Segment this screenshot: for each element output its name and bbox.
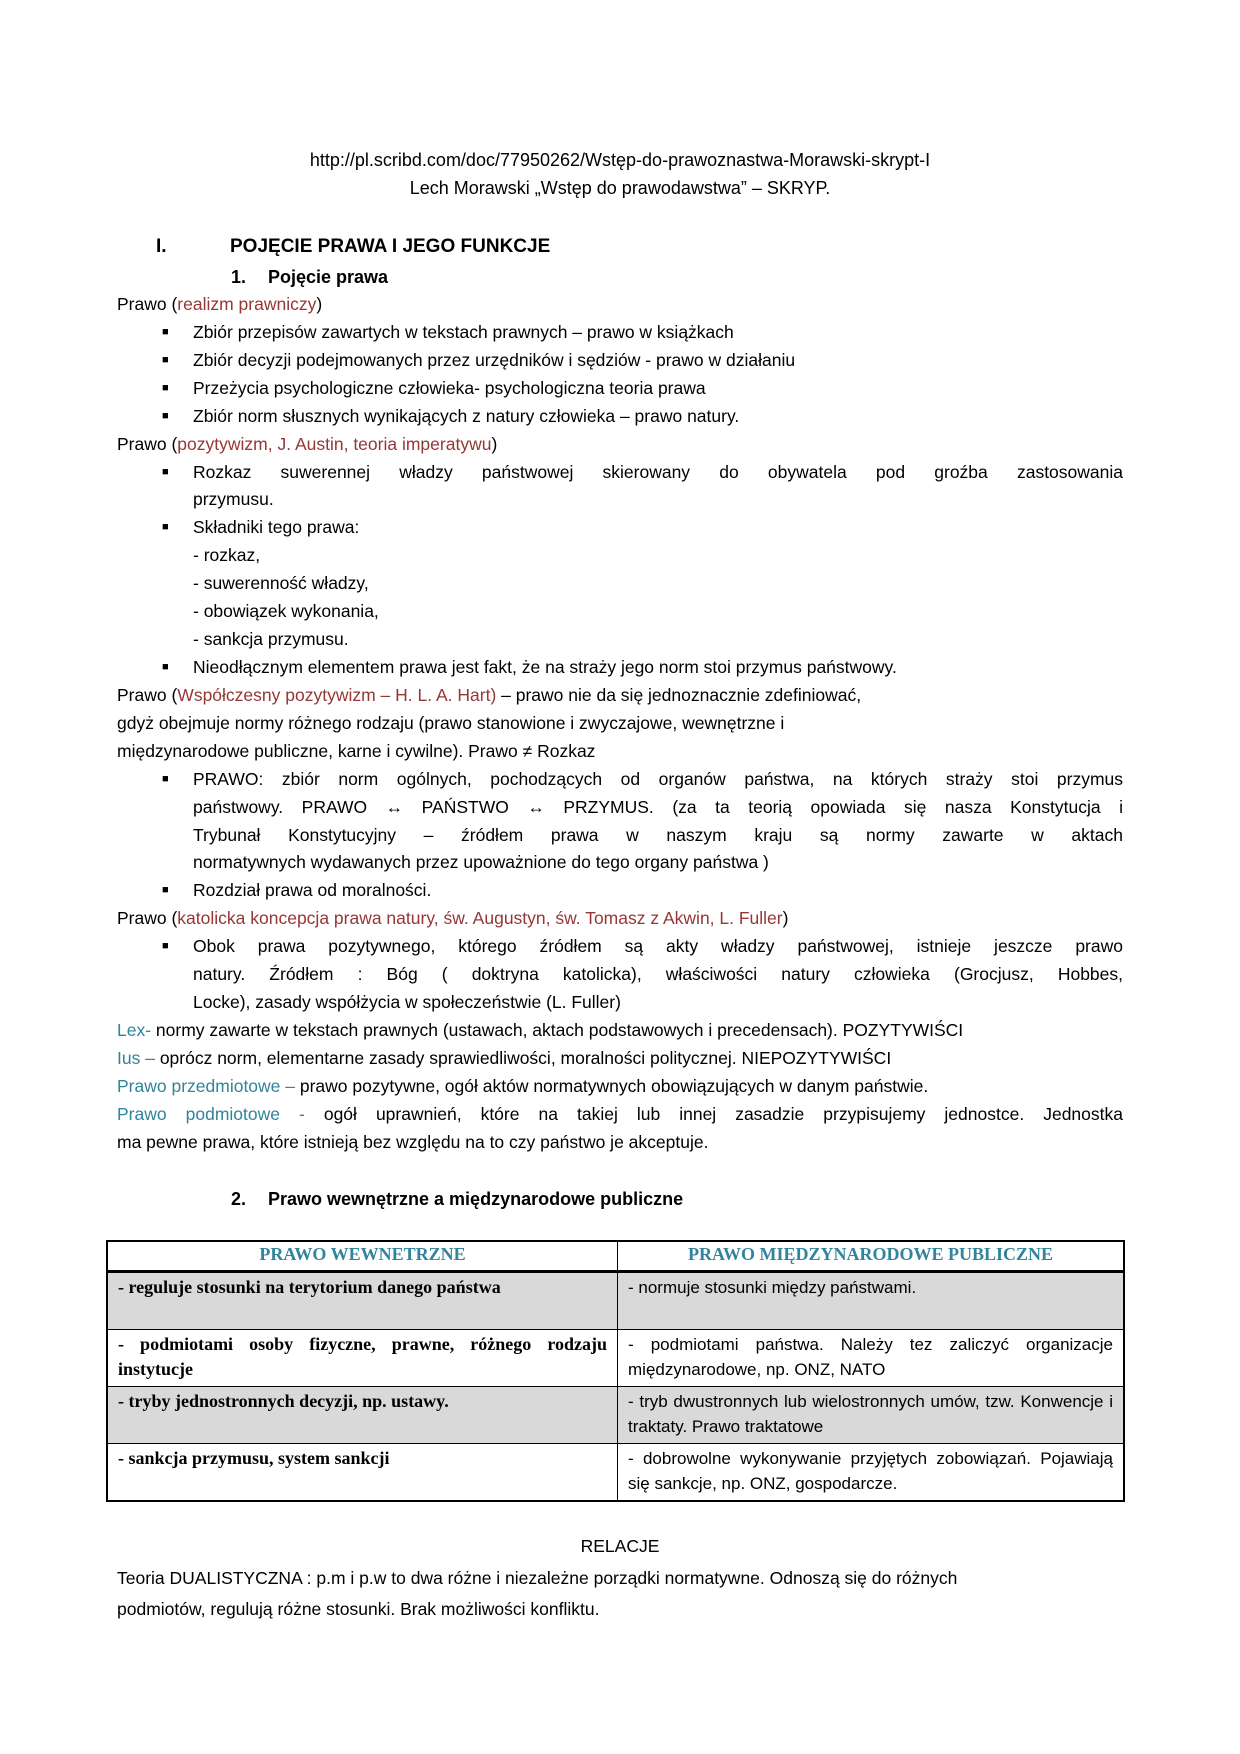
text-line [117,570,1123,598]
table-cell: - tryb dwustronnych lub wielostronnych umów, tzw. Konwencje i traktaty. Prawo traktatowe [618,1387,1125,1444]
text-span: Prawo ( [117,908,178,929]
text-span: Obok prawa pozytywnego, którego źródłem są akty władzy państwowej, istnieje jeszcze prawo [193,936,1123,957]
bullet-icon: ■ [162,325,169,338]
text-span: Zbiór norm słusznych wynikających z natury człowieka – prawo natury. [193,405,740,426]
text-span: Składniki tego prawa: [193,517,360,538]
text-line [117,626,1123,654]
text-line [117,682,1123,710]
text-span: ) [316,294,323,314]
text-span: Locke), zasady współżycia w społeczeństwie (L. Fuller) [193,992,621,1013]
text-span: Prawo ( [117,433,178,454]
text-line [117,989,1123,1017]
bullet-icon: ■ [162,465,169,478]
text-line: Teoria DUALISTYCZNA : p.m i p.w to dwa różne i niezależne porządki normatywne. Odnoszą się do różnych [117,1568,958,1588]
bullet-icon: ■ [162,353,169,366]
section-number: I. [156,236,167,257]
bullet-icon: ■ [162,940,169,953]
bullet-icon: ■ [162,521,169,534]
text-span: ogół uprawnień, które na takiej lub innej zasadzie przypisujemy jednostce. Jednostka [304,1103,1123,1124]
highlighted-text: Lex- [117,1019,152,1040]
text-span: normatywnych wydawanych przez upoważnione do tego organy państwa ) [193,852,769,873]
text-line [117,738,1123,766]
relacje-heading: RELACJE [580,1536,660,1556]
table-row [107,1330,1124,1387]
table-row [107,1387,1124,1444]
text-span: natury. Źródłem : Bóg ( doktryna katolicka), właściwości natury człowieka (Grocjusz, Hobbes, [193,964,1123,985]
text-line [117,1045,1123,1073]
highlighted-text: katolicka koncepcja prawa natury, św. Augustyn, św. Tomasz z Akwin, L. Fuller [177,908,783,929]
bullet-icon: ■ [162,409,169,422]
text-span: Prawo ( [117,684,178,705]
text-span: Zbiór decyzji podejmowanych przez urzędników i sędziów - prawo w działaniu [193,349,796,370]
text-span: – prawo nie da się jednoznacznie zdefiniować, [496,684,862,705]
table-cell: - normuje stosunki między państwami. [618,1272,1125,1330]
bullet-icon: ■ [162,381,169,394]
bullet-item [117,933,1123,961]
text-span: Trybunał Konstytucyjny – źródłem prawa w naszym kraju są normy zawarte w aktach [193,824,1123,845]
bullet-item [117,877,1123,905]
text-span: - sankcja przymusu. [193,629,349,650]
text-span: Zbiór przepisów zawartych w tekstach prawnych – prawo w książkach [193,321,734,342]
text-line [117,849,1123,877]
text-span: ) [491,433,498,454]
table-row [107,1272,1124,1330]
text-line [117,822,1123,850]
text-line [117,794,1123,822]
text-span: oprócz norm, elementarne zasady sprawiedliwości, moralności politycznej. NIEPOZYTYWIŚCI [154,1047,892,1068]
section-title: POJĘCIE PRAWA I JEGO FUNKCJE [230,236,551,257]
bullet-item [117,459,1123,487]
comparison-table [106,1240,1125,1502]
text-span: - suwerenność władzy, [193,573,369,594]
bullet-item [117,375,1123,403]
text-span: Rozdział prawa od moralności. [193,880,432,901]
bullet-item [117,403,1123,431]
text-line [117,542,1123,570]
text-span: prawo pozytywne, ogół aktów normatywnych obowiązujących w danym państwie. [295,1075,929,1096]
table-cell: - sankcja przymusu, system sankcji [107,1444,618,1502]
text-line [117,431,1123,459]
document-body [117,291,1123,1157]
text-line: podmiotów, regulują różne stosunki. Brak możliwości konfliktu. [117,1599,600,1619]
text-span: - obowiązek wykonania, [193,601,379,622]
table-cell: - podmiotami osoby fizyczne, prawne, różnego rodzaju instytucje [107,1330,618,1387]
text-span: państwowy. PRAWO ↔ PAŃSTWO ↔ PRZYMUS. (za ta teorią opowiada się nasza Konstytucja i [193,796,1123,817]
highlighted-text: Ius – [117,1047,155,1068]
text-span: ma pewne prawa, które istnieją bez względu na to czy państwo je akceptuje. [117,1131,709,1152]
text-span: Prawo ( [117,294,178,314]
text-line [117,961,1123,989]
source-url: http://pl.scribd.com/doc/77950262/Wstęp-do-prawoznastwa-Morawski-skrypt-I [309,150,931,170]
text-span: przymusu. [193,489,274,510]
text-line [117,1129,1123,1157]
bullet-item [117,319,1123,347]
table-cell: - reguluje stosunki na terytorium danego państwa [107,1272,618,1330]
bullet-icon: ■ [162,884,169,897]
relacje-text [117,1563,1123,1625]
highlighted-text: Prawo przedmiotowe – [117,1075,295,1096]
subsection-2-title: Prawo wewnętrzne a międzynarodowe publiczne [268,1189,684,1209]
subsection-number: 1. [231,267,247,287]
table-cell: - tryby jednostronnych decyzji, np. ustawy. [107,1387,618,1444]
text-line [117,291,1123,319]
text-line [117,710,1123,738]
text-span: Rozkaz suwerennej władzy państwowej skierowany do obywatela pod groźba zastosowania [193,461,1123,482]
text-span: normy zawarte w tekstach prawnych (ustawach, aktach podstawowych i precedensach). POZYTYWIŚCI [151,1019,964,1040]
bullet-item [117,766,1123,794]
text-line [117,905,1123,933]
bullet-item [117,347,1123,375]
text-span: Nieodłącznym elementem prawa jest fakt, że na straży jego norm stoi przymus państwowy. [193,656,897,677]
table-row [107,1444,1124,1502]
text-span: Przeżycia psychologiczne człowieka- psychologiczna teoria prawa [193,377,706,398]
text-line [117,486,1123,514]
document-title: Lech Morawski „Wstęp do prawodawstwa” – SKRYP. [409,178,831,198]
text-span: - rozkaz, [193,545,261,566]
highlighted-text: realizm prawniczy [177,294,317,314]
highlighted-text: pozytywizm, J. Austin, teoria imperatywu [177,433,492,454]
text-line [117,598,1123,626]
table-cell: - podmiotami państwa. Należy tez zaliczyć organizacje międzynarodowe, np. ONZ, NATO [618,1330,1125,1387]
highlighted-text: Prawo podmiotowe - [117,1103,305,1124]
table-header: PRAWO MIĘDZYNARODOWE PUBLICZNE [618,1241,1125,1272]
bullet-item [117,654,1123,682]
text-span: gdyż obejmuje normy różnego rodzaju (prawo stanowione i zwyczajowe, wewnętrzne i [117,712,785,733]
table-header-row [107,1241,1124,1272]
text-line [117,1017,1123,1045]
text-span: PRAWO: zbiór norm ogólnych, pochodzących od organów państwa, na których straży stoi przymus [193,768,1123,789]
text-line [117,1073,1123,1101]
text-span: ) [782,908,789,929]
bullet-icon: ■ [162,660,169,673]
text-line [117,1101,1123,1129]
subsection-title: Pojęcie prawa [268,267,389,287]
table-cell: - dobrowolne wykonywanie przyjętych zobowiązań. Pojawiają się sankcje, np. ONZ, gospodarcze. [618,1444,1125,1502]
highlighted-text: Współczesny pozytywizm – H. L. A. Hart) [177,684,497,705]
bullet-item [117,514,1123,542]
table-header: PRAWO WEWNETRZNE [107,1241,618,1272]
bullet-icon: ■ [162,772,169,785]
text-span: międzynarodowe publiczne, karne i cywilne). Prawo ≠ Rozkaz [117,740,596,761]
subsection-2-number: 2. [231,1189,247,1209]
